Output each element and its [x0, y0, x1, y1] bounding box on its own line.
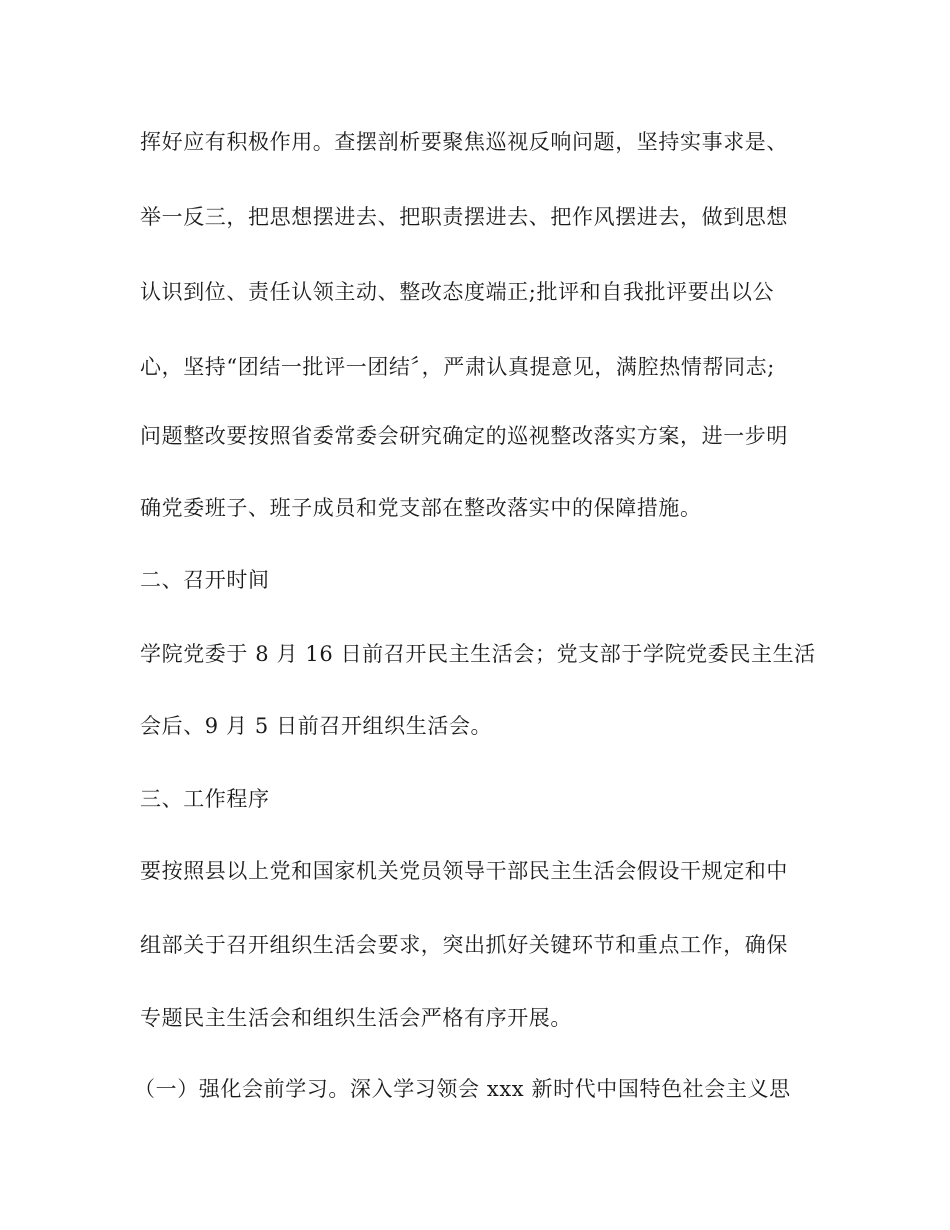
body-line-5: 问题整改要按照省委常委会研究确定的巡视整改落实方案，进一步明 [140, 424, 788, 448]
body-line-8: 学院党委于 8 月 16 日前召开民主生活会；党支部于学院党委民主生活 [140, 642, 816, 666]
body-line-1: 挥好应有积极作用。查摆剖析要聚焦巡视反响问题，坚持实事求是、 [140, 130, 788, 154]
body-line-9: 会后、9 月 5 日前召开组织生活会。 [140, 714, 493, 738]
subsection-line-1: （一）强化会前学习。深入学习领会 xxx 新时代中国特色社会主义思 [134, 1077, 791, 1101]
body-line-12: 组部关于召开组织生活会要求，突出抓好关键环节和重点工作，确保 [140, 933, 788, 957]
body-line-13: 专题民主生活会和组织生活会严格有序开展。 [140, 1006, 572, 1030]
section-heading-3: 三、工作程序 [140, 787, 270, 811]
body-line-4: 心，坚持“团结一批评一团结〞，严肃认真提意见，满腔热情帮同志; [140, 355, 775, 379]
body-line-2: 举一反三，把思想摆进去、把职责摆进去、把作风摆进去，做到思想 [140, 205, 788, 229]
body-line-11: 要按照县以上党和国家机关党员领导干部民主生活会假设干规定和中 [140, 859, 788, 883]
body-line-6: 确党委班子、班子成员和党支部在整改落实中的保障措施。 [140, 496, 702, 520]
section-heading-2: 二、召开时间 [140, 568, 270, 592]
body-line-3: 认识到位、责任认领主动、整改态度端正;批评和自我批评要出以公 [140, 280, 775, 304]
